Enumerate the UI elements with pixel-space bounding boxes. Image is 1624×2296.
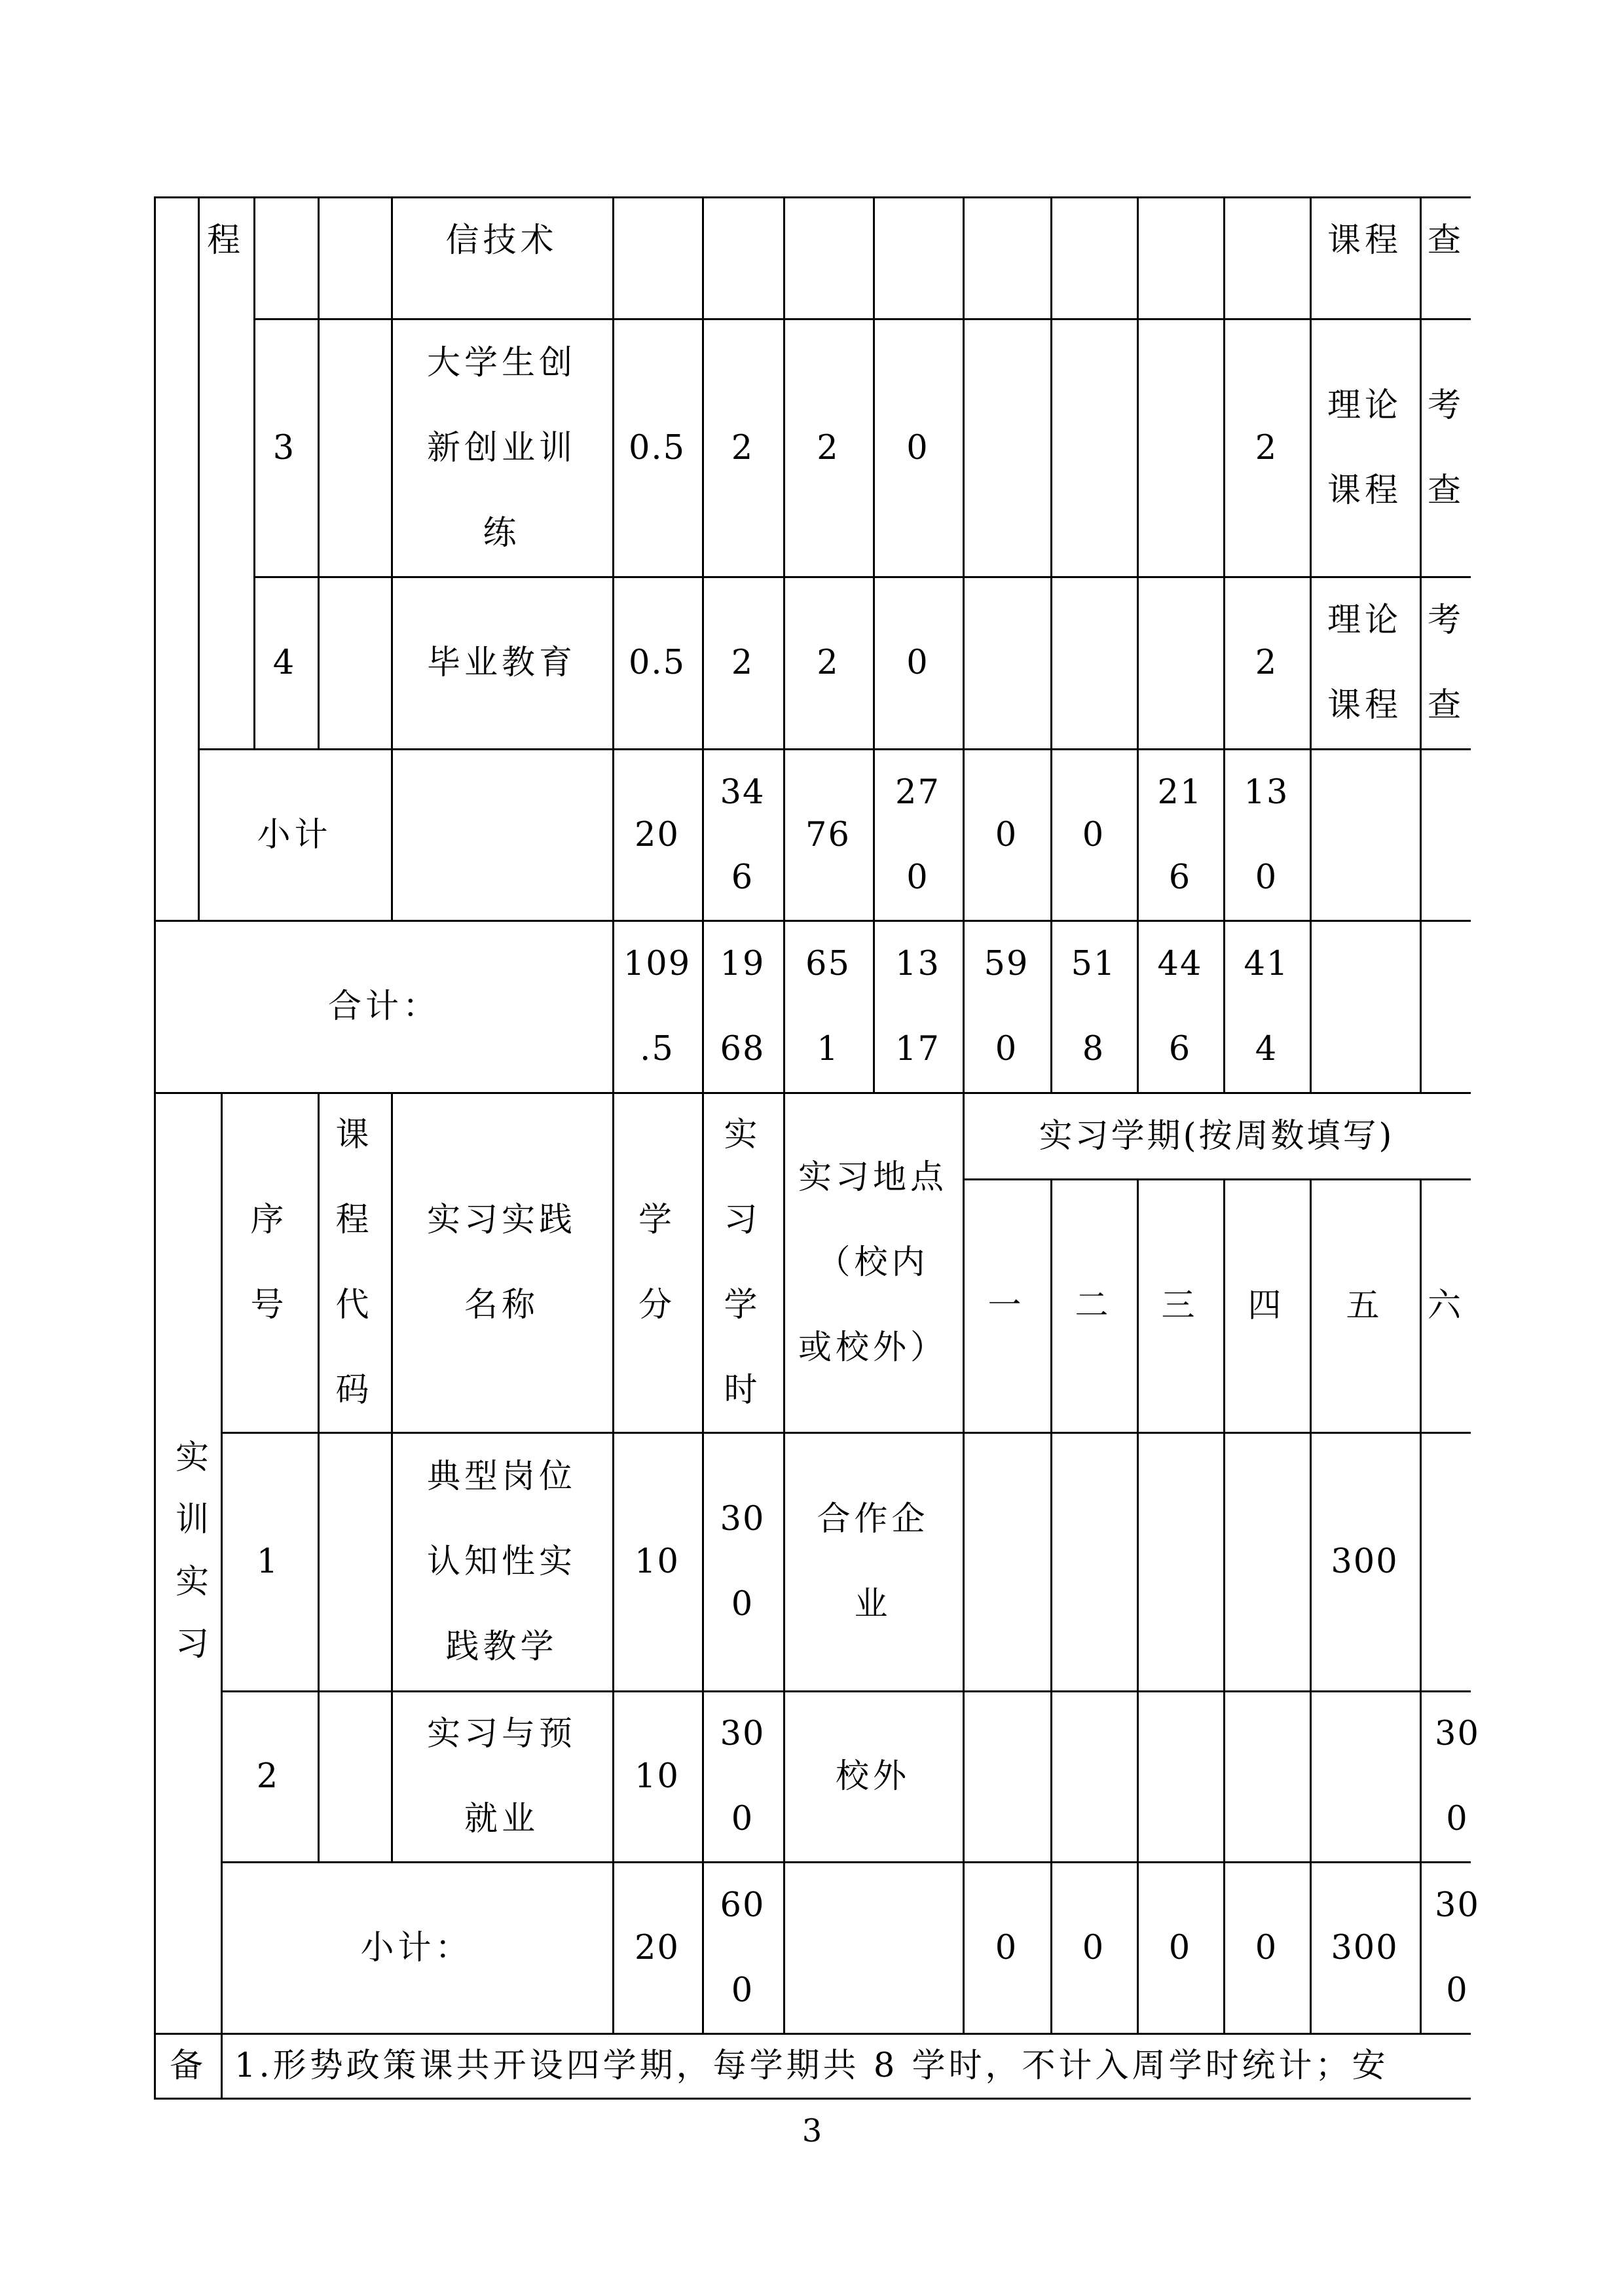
practice-hours-cell: 0 <box>906 644 929 682</box>
semester-cell: 0 <box>1082 815 1105 854</box>
practice-hours-cell: 27 0 <box>895 773 940 897</box>
theory-hours-cell: 65 1 <box>805 945 851 1068</box>
row-number: 3 <box>272 428 299 467</box>
semester-cell: 30 0 <box>1435 1886 1480 2010</box>
header-semester-5: 五 <box>1346 1286 1384 1325</box>
credit-cell: 20 <box>635 815 680 854</box>
header-semester-3: 三 <box>1161 1286 1199 1325</box>
credit-cell: 109 .5 <box>623 945 692 1068</box>
semester-cell: 2 <box>1255 644 1278 682</box>
semester-cell: 0 <box>1082 1928 1105 1967</box>
course-type-cell: 理论 课程 <box>1327 601 1402 725</box>
category-cell: 程 <box>206 221 244 260</box>
credit-cell: 20 <box>635 1928 680 1967</box>
semester-cell: 300 <box>1331 1542 1399 1581</box>
hours-cell: 2 <box>731 428 754 467</box>
credit-cell: 0.5 <box>628 644 686 682</box>
hours-cell: 30 0 <box>720 1500 766 1624</box>
col-divider <box>318 196 320 748</box>
hours-cell: 19 68 <box>720 945 766 1068</box>
semester-cell: 21 6 <box>1157 773 1203 897</box>
exam-type-cell: 考 查 <box>1427 601 1465 725</box>
table-top-border <box>154 196 1471 198</box>
semester-cell: 51 8 <box>1071 945 1116 1068</box>
semester-cell: 44 6 <box>1157 945 1203 1068</box>
course-name-cell: 大学生创 新创业训 练 <box>426 343 576 553</box>
header-semester-1: 一 <box>987 1286 1025 1325</box>
theory-hours-cell: 2 <box>817 428 840 467</box>
header-credit: 学 分 <box>638 1201 676 1324</box>
header-semester-2: 二 <box>1075 1286 1113 1325</box>
course-type-cell: 理论 课程 <box>1327 386 1402 510</box>
page-number: 3 <box>802 2113 822 2149</box>
semester-cell: 0 <box>1168 1928 1192 1967</box>
practice-name-cell: 典型岗位 认知性实 践教学 <box>426 1457 576 1666</box>
theory-hours-cell: 76 <box>805 815 851 854</box>
header-hours: 实 习 学 时 <box>724 1116 762 1410</box>
header-no: 序 号 <box>250 1201 288 1324</box>
credit-cell: 10 <box>635 1757 680 1796</box>
theory-hours-cell: 2 <box>817 644 840 682</box>
practice-name-cell: 实习与预 就业 <box>426 1715 576 1838</box>
remark-text: 1.形势政策课共开设四学期，每学期共 8 学时，不计入周学时统计；安 <box>234 2047 1389 2085</box>
exam-type-cell: 查 <box>1427 221 1465 260</box>
credit-cell: 0.5 <box>628 428 686 467</box>
practice-hours-cell: 13 17 <box>895 945 940 1068</box>
course-name-cell: 毕业教育 <box>426 644 576 682</box>
header-name: 实习实践 名称 <box>426 1201 576 1324</box>
course-name-cell: 信技术 <box>445 221 558 260</box>
credit-cell: 10 <box>635 1542 680 1581</box>
semester-cell: 30 0 <box>1435 1715 1480 1838</box>
total-label: 合计： <box>327 987 440 1026</box>
course-type-cell: 课程 <box>1327 221 1402 260</box>
section-label: 实训实习 <box>169 1439 208 1688</box>
hours-cell: 2 <box>731 644 754 682</box>
semester-cell: 2 <box>1255 428 1278 467</box>
semester-cell: 41 4 <box>1244 945 1289 1068</box>
semester-cell: 0 <box>995 815 1018 854</box>
header-semester-group: 实习学期(按周数填写) <box>1039 1116 1395 1156</box>
row-number: 2 <box>256 1757 282 1796</box>
header-semester-6: 六 <box>1427 1286 1465 1325</box>
practice-hours-cell: 0 <box>906 428 929 467</box>
semester-cell: 13 0 <box>1244 773 1289 897</box>
location-cell: 校外 <box>835 1757 910 1796</box>
semester-cell: 0 <box>1255 1928 1278 1967</box>
exam-type-cell: 考 查 <box>1427 386 1465 510</box>
subtotal-label: 小计： <box>360 1928 473 1967</box>
header-location: 实习地点 （校内 或校外） <box>798 1158 948 1367</box>
location-cell: 合作企 业 <box>817 1500 929 1624</box>
hours-cell: 60 0 <box>720 1886 766 2010</box>
remark-label: 备 <box>169 2047 207 2085</box>
subtotal-label: 小计 <box>257 815 332 854</box>
semester-cell: 0 <box>995 1928 1018 1967</box>
header-semester-4: 四 <box>1247 1286 1285 1325</box>
hours-cell: 34 6 <box>720 773 766 897</box>
row-number: 1 <box>256 1542 282 1581</box>
header-code: 课 程 代 码 <box>335 1116 373 1410</box>
semester-cell: 59 0 <box>984 945 1029 1068</box>
semester-cell: 300 <box>1331 1928 1399 1967</box>
row-number: 4 <box>272 644 299 682</box>
hours-cell: 30 0 <box>720 1715 766 1838</box>
